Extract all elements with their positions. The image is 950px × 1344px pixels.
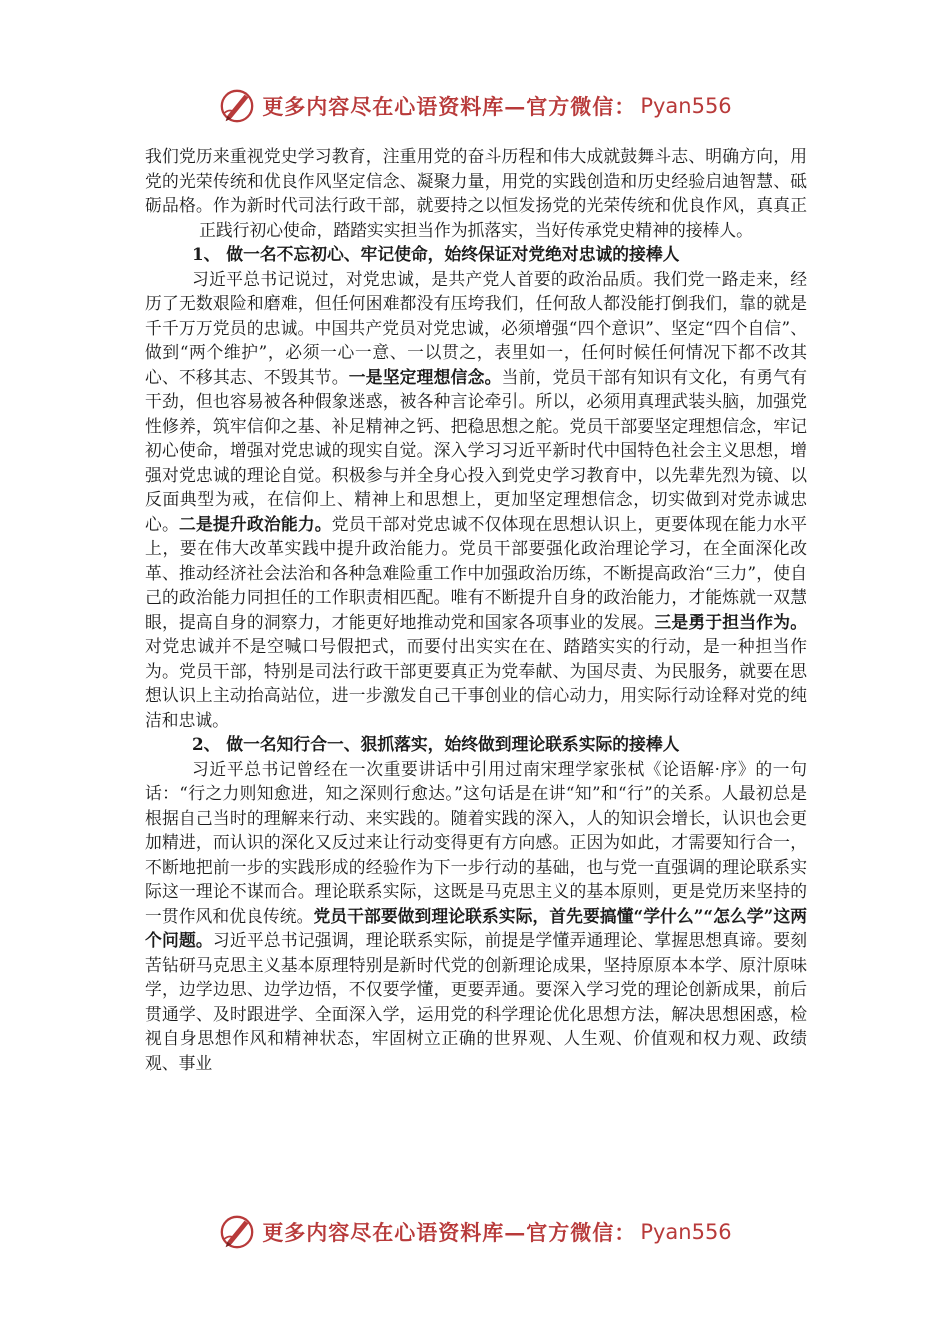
section-2-paragraph: 习近平总书记曾经在一次重要讲话中引用过南宋理学家张栻《论语解·序》的一句话：“行之力则知愈进，知之深则行愈达。”这句话是在讲“知”和“行”的关系。人最初总是根据自己当时的理解来行动、来实践的。随着实践的深入，人的知识会增长，认识也会更加精进，而认识的深化又反过来让行动变得更有方向感。正因为如此，才需要知行合一，不断地把前一步的实践形成的经验作为下一步行动的基础，也与党一直强调的理论联系实际这一理论不谋而合。理论联系实际，这既是马克思主义的基本原则，更是党历来坚持的一贯作风和优良传统。党员干部要做到理论联系实际，首先要搞懂“学什么”“怎么学”这两个问题。习近平总书记强调，理论联系实际，前提是学懂弄通理论、掌握思想真谛。要刻苦钻研马克思主义基本原理特别是新时代党的创新理论成果，坚持原原本本学、原汁原味学，边学边思、边学边悟，不仅要学懂，更要弄通。要深入学习党的理论创新成果，前后贯通学、及时跟进学、全面深入学，运用党的科学理论优化思想方法，解决思想困惑，检视自身思想作风和精神状态，牢固树立正确的世界观、人生观、价值观和权力观、政绩观、事业 <box>145 758 807 1073</box>
wechat-id: Pyan556 <box>640 94 732 118</box>
section-1-paragraph: 习近平总书记说过，对党忠诚，是共产党人首要的政治品质。我们党一路走来，经历了无数艰险和磨难，但任何困难都没有压垮我们，任何敌人都没能打倒我们，靠的就是千千万万党员的忠诚。中国共产党员对党忠诚，必须增强“四个意识”、坚定“四个自信”、做到“两个维护”，必须一心一意、一以贯之，表里如一，任何时候任何情况下都不改其心、不移其志、不毁其节。一是坚定理想信念。当前，党员干部有知识有文化，有勇气有干劲，但也容易被各种假象迷惑，被各种言论牵引。所以，必须用真理武装头脑，加强党性修养，筑牢信仰之基、补足精神之钙、把稳思想之舵。党员干部要坚定理想信念，牢记初心使命，增强对党忠诚的现实自觉。深入学习习近平新时代中国特色社会主义思想，增强对党忠诚的理论自觉。积极参与并全身心投入到党史学习教育中，以先辈先烈为镜、以反面典型为戒，在信仰上、精神上和思想上，更加坚定理想信念，切实做到对党赤诚忠心。二是提升政治能力。党员干部对党忠诚不仅体现在思想认识上，更要体现在能力水平上，要在伟大改革实践中提升政治能力。党员干部要强化政治理论学习，在全面深化改革、推动经济社会法治和各种急难险重工作中加强政治历练，不断提高政治“三力”，使自己的政治能力同担任的工作职责相匹配。唯有不断提升自身的政治能力，才能炼就一双慧眼，提高自身的洞察力，才能更好地推动党和国家各项事业的发展。三是勇于担当作为。对党忠诚并不是空喊口号假把式，而要付出实实在在、踏踏实实的行动，是一种担当作为。党员干部，特别是司法行政干部更要真正为党奉献、为国尽责、为民服务，就要在思想认识上主动抬高站位，进一步激发自己干事创业的信心动力，用实际行动诠释对党的纯洁和忠诚。 <box>145 268 807 730</box>
section-2-heading: 2、 做一名知行合一、狠抓落实，始终做到理论联系实际的接棒人 <box>192 734 680 754</box>
section-2-key-point: 党员干部要做到理论联系实际，首先要搞懂“学什么”“怎么学”这两个问题。 <box>145 905 807 950</box>
intro-paragraph: 我们党历来重视党史学习教育，注重用党的奋斗历程和伟大成就鼓舞斗志、明确方向，用党的光荣传统和优良作风坚定信念、凝聚力量，用党的实践创造和历史经验启迪智慧、砥砺品格。作为新时代司法行政干部，就要持之以恒发扬党的光荣传统和优良作风，真真正正践行初心使命，踏踏实实担当作为抓落实，当好传承党史精神的接棒人。 <box>145 146 807 240</box>
footer-banner <box>0 1210 950 1254</box>
pen-logo-icon <box>218 1213 256 1251</box>
point-2-title: 二是提升政治能力。 <box>178 513 332 534</box>
section-1-heading: 1、 做一名不忘初心、牢记使命，始终保证对党绝对忠诚的接棒人 <box>192 244 680 264</box>
wechat-id: Pyan556 <box>640 1220 732 1244</box>
point-3-title: 三是勇于担当作为。 <box>654 611 807 632</box>
article-body <box>145 144 807 1075</box>
banner-text: 更多内容尽在心语资料库—官方微信： <box>262 94 637 119</box>
banner-text: 更多内容尽在心语资料库—官方微信： <box>262 1220 637 1245</box>
point-1-title: 一是坚定理想信念。 <box>348 366 502 387</box>
header-banner <box>0 84 950 128</box>
pen-logo-icon <box>218 87 256 125</box>
